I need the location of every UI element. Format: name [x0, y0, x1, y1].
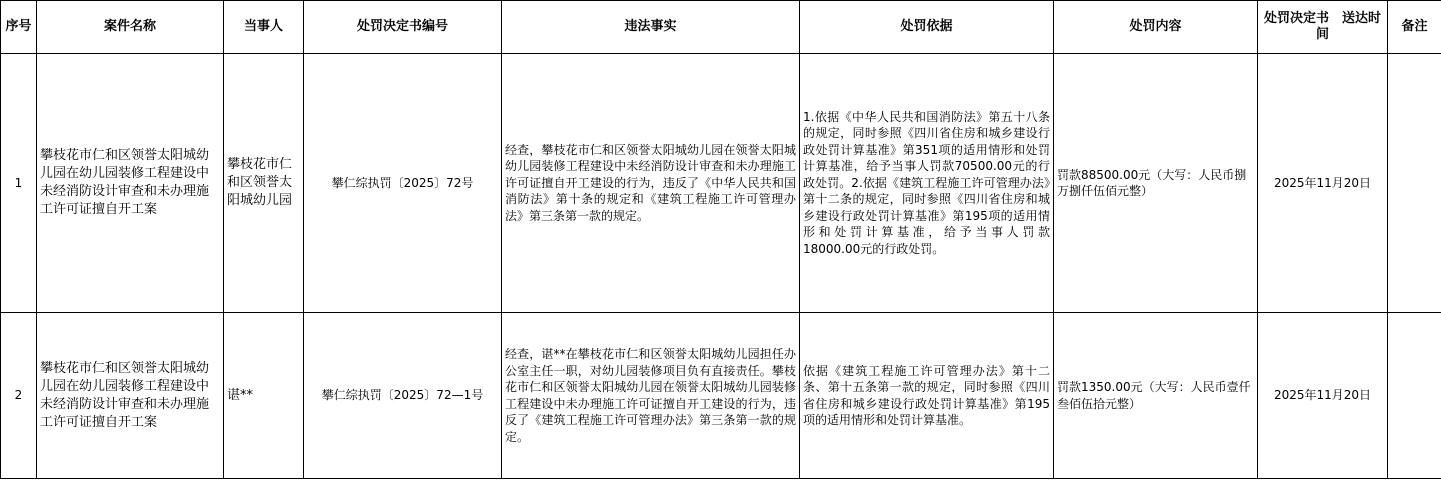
- header-seq: 序号: [1, 1, 37, 54]
- header-content: 处罚内容: [1054, 1, 1258, 54]
- header-decision-no: 处罚决定书编号: [304, 1, 502, 54]
- cell-facts: 经查，谌**在攀枝花市仁和区领誉太阳城幼儿园担任办公室主任一职，对幼儿园装修项目负有直接责任。攀枝花市仁和区领誉太阳城幼儿园在领誉太阳城幼儿园装修工程建设中未办理施工许可证擅自开工建设的行为，违反了《建筑工程施工许可管理办法》第三条第一款的规定。: [502, 313, 800, 479]
- cell-content: 罚款1350.00元（大写：人民币壹仟叁佰伍拾元整）: [1054, 313, 1258, 479]
- cell-seq: 1: [1, 54, 37, 313]
- table-row: [1, 54, 1441, 313]
- cell-remarks: [1388, 54, 1441, 313]
- cell-decision-no: 攀仁综执罚〔2025〕72—1号: [304, 313, 502, 479]
- cell-case-name: 攀枝花市仁和区领誉太阳城幼儿园在幼儿园装修工程建设中未经消防设计审查和未办理施工许可证擅自开工案: [37, 54, 224, 313]
- header-remarks: 备注: [1388, 1, 1441, 54]
- header-party: 当事人: [224, 1, 304, 54]
- cell-basis: 1.依据《中华人民共和国消防法》第五十八条的规定，同时参照《四川省住房和城乡建设行政处罚计算基准》第351项的适用情形和处罚计算基准，给予当事人罚款70500.00元的行政处罚。2.依据《建筑工程施工许可管理办法》第十二条的规定，同时参照《四川省住房和城乡建设行政处罚计算基准》第195项的适用情形和处罚计算基准，给予当事人罚款18000.00元的行政处罚。: [800, 54, 1054, 313]
- cell-decision-no: 攀仁综执罚〔2025〕72号: [304, 54, 502, 313]
- cell-party: 攀枝花市仁和区领誉太阳城幼儿园: [224, 54, 304, 313]
- cell-basis: 依据《建筑工程施工许可管理办法》第十二条、第十五条第一款的规定，同时参照《四川省住房和城乡建设行政处罚计算基准》第195项的适用情形和处罚计算基准。: [800, 313, 1054, 479]
- header-row: [1, 1, 1441, 54]
- table-row: [1, 313, 1441, 479]
- cell-content: 罚款88500.00元（大写：人民币捌万捌仟伍佰元整）: [1054, 54, 1258, 313]
- header-basis: 处罚依据: [800, 1, 1054, 54]
- header-delivery-time: 处罚决定书 送达时间: [1258, 1, 1388, 54]
- cell-facts: 经查，攀枝花市仁和区领誉太阳城幼儿园在领誉太阳城幼儿园装修工程建设中未经消防设计审查和未办理施工许可证擅自开工建设的行为，违反了《中华人民共和国消防法》第十条的规定和《建筑工程施工许可管理办法》第三条第一款的规定。: [502, 54, 800, 313]
- cell-party: 谌**: [224, 313, 304, 479]
- cell-delivery-time: 2025年11月20日: [1258, 313, 1388, 479]
- header-facts: 违法事实: [502, 1, 800, 54]
- cell-remarks: [1388, 313, 1441, 479]
- cell-case-name: 攀枝花市仁和区领誉太阳城幼儿园在幼儿园装修工程建设中未经消防设计审查和未办理施工许可证擅自开工案: [37, 313, 224, 479]
- header-case-name: 案件名称: [37, 1, 224, 54]
- cell-seq: 2: [1, 313, 37, 479]
- cell-delivery-time: 2025年11月20日: [1258, 54, 1388, 313]
